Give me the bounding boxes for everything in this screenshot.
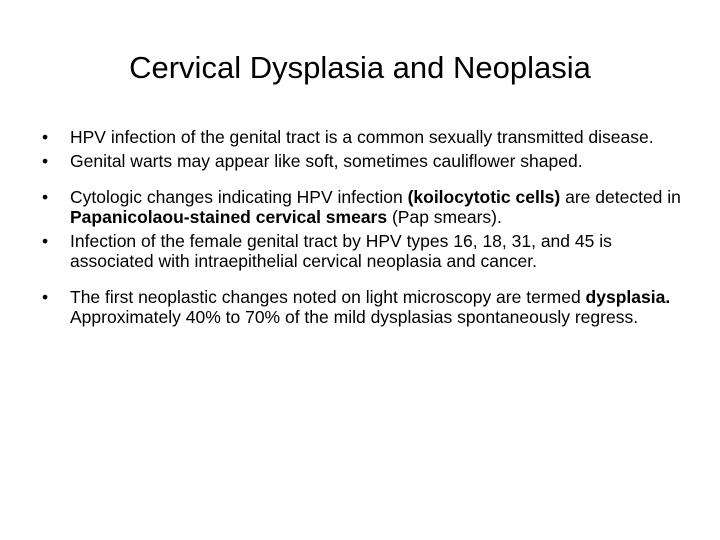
text-segment: Approximately 40% to 70% of the mild dysplasias spontaneously regress. bbox=[70, 307, 639, 327]
bullet-marker: • bbox=[42, 187, 49, 207]
bullet-group bbox=[38, 127, 688, 171]
bullet-item bbox=[38, 151, 688, 171]
text-segment: Infection of the female genital tract by HPV types 16, 18, 31, and 45 is associated with intraepithelial cervical neoplasia and cancer. bbox=[70, 231, 612, 271]
slide-body bbox=[38, 127, 688, 343]
bullet-item bbox=[38, 187, 688, 227]
bold-text: Papanicolaou-stained cervical smears bbox=[70, 207, 388, 227]
slide-title: Cervical Dysplasia and Neoplasia bbox=[129, 50, 591, 85]
text-segment: The first neoplastic changes noted on light microscopy are termed bbox=[70, 287, 586, 307]
bullet-marker: • bbox=[42, 127, 49, 147]
text-segment: (Pap smears). bbox=[387, 207, 502, 227]
text-segment: are detected in bbox=[560, 187, 681, 207]
bullet-marker: • bbox=[42, 231, 49, 251]
bold-text: (koilocytotic cells) bbox=[407, 187, 561, 207]
bold-text: dysplasia. bbox=[585, 287, 671, 307]
bullet-item bbox=[38, 287, 688, 327]
bullet-item bbox=[38, 231, 688, 271]
text-segment: Genital warts may appear like soft, sometimes cauliflower shaped. bbox=[70, 151, 583, 171]
bullet-group bbox=[38, 287, 688, 327]
bullet-marker: • bbox=[42, 287, 49, 307]
bullet-item bbox=[38, 127, 688, 147]
text-segment: Cytologic changes indicating HPV infection bbox=[70, 187, 408, 207]
bullet-marker: • bbox=[42, 151, 49, 171]
text-segment: HPV infection of the genital tract is a common sexually transmitted disease. bbox=[70, 127, 654, 147]
bullet-group bbox=[38, 187, 688, 271]
